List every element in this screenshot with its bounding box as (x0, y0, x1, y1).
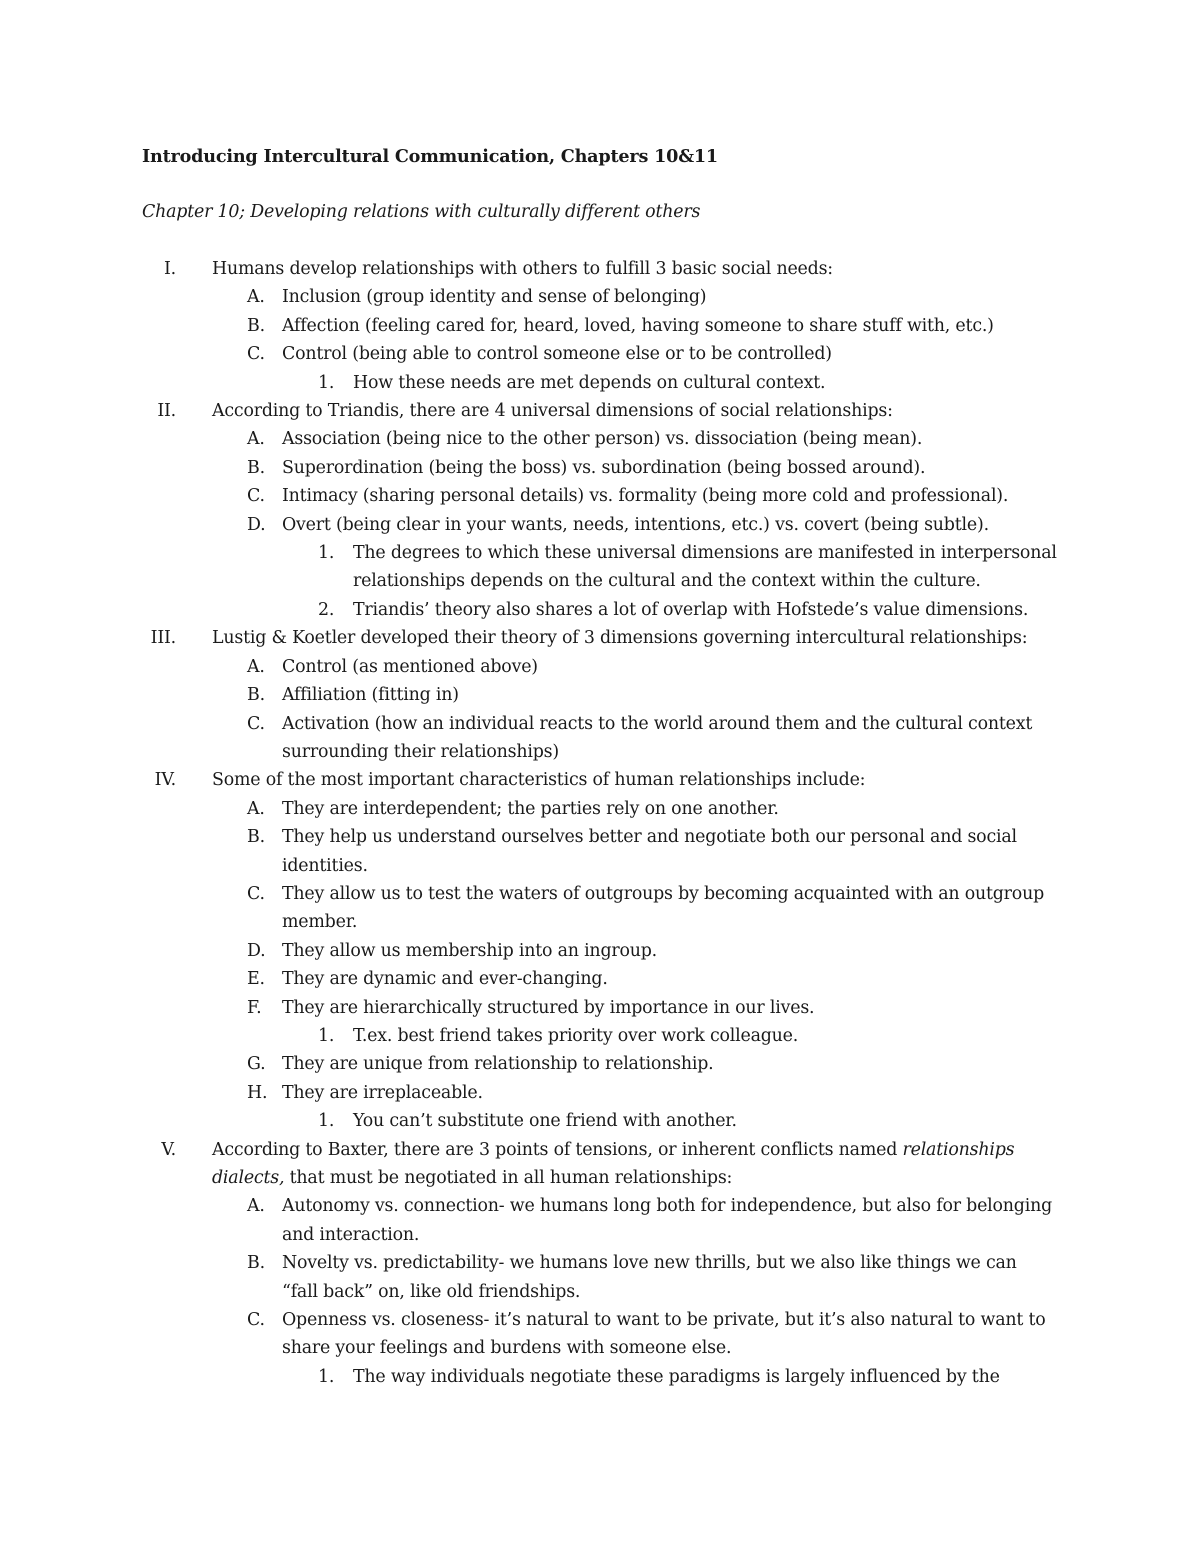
item-text: You can’t substitute one friend with another. (353, 1111, 737, 1132)
outline-item (0, 1022, 1200, 1050)
letter-marker: E. (247, 969, 265, 990)
letter-marker: B. (247, 1253, 265, 1274)
item-text: Superordination (being the boss) vs. subordination (being bossed around). (282, 457, 926, 478)
outline-item (0, 397, 1200, 425)
letter-marker: B. (247, 827, 265, 848)
letter-marker: H. (247, 1082, 268, 1103)
item-text: relationships depends on the cultural and the context within the culture. (353, 571, 981, 592)
item-text: According to Triandis, there are 4 universal dimensions of social relationships: (212, 401, 893, 422)
outline-item (0, 596, 1200, 624)
outline-item (0, 624, 1200, 652)
item-text: Activation (how an individual reacts to the world around them and the cultural context (282, 713, 1033, 734)
outline-item-continuation (0, 1164, 1200, 1192)
letter-marker: A. (247, 1196, 265, 1217)
item-text: They allow us membership into an ingroup. (282, 940, 658, 961)
outline-item (0, 312, 1200, 340)
outline-item (0, 1107, 1200, 1135)
item-text: They are irreplaceable. (282, 1082, 483, 1103)
item-text: They are interdependent; the parties rely on one another. (282, 798, 779, 819)
item-text: Triandis’ theory also shares a lot of overlap with Hofstede’s value dimensions. (353, 599, 1029, 620)
outline-list (0, 255, 1200, 1391)
item-text: surrounding their relationships) (282, 741, 559, 762)
outline-item-continuation (0, 1278, 1200, 1306)
letter-marker: G. (247, 1054, 266, 1075)
item-text: identities. (282, 855, 368, 876)
outline-item (0, 425, 1200, 453)
letter-marker: A. (247, 287, 265, 308)
item-text-emphasis: dialects, (212, 1168, 285, 1188)
outline-item-continuation (0, 852, 1200, 880)
outline-item-continuation (0, 738, 1200, 766)
item-text: and interaction. (282, 1224, 420, 1245)
item-text: Autonomy vs. connection- we humans long both for independence, but also for belonging (282, 1196, 1053, 1217)
item-text: Overt (being clear in your wants, needs, intentions, etc.) vs. covert (being subtle). (282, 514, 989, 535)
item-text: Openness vs. closeness- it’s natural to want to be private, but it’s also natural to want to (282, 1310, 1046, 1331)
item-text: Lustig & Koetler developed their theory of 3 dimensions governing intercultural relationships: (212, 628, 1028, 649)
outline-item (0, 1050, 1200, 1078)
item-text: They are unique from relationship to relationship. (282, 1054, 714, 1075)
item-text: Control (being able to control someone else or to be controlled) (282, 344, 832, 365)
letter-marker: C. (247, 883, 265, 904)
outline-item (0, 340, 1200, 368)
item-text: Inclusion (group identity and sense of belonging) (282, 287, 707, 308)
number-marker: 1. (318, 543, 335, 564)
item-text: They are hierarchically structured by importance in our lives. (282, 997, 815, 1018)
outline-item (0, 795, 1200, 823)
item-text: Affection (feeling cared for, heard, loved, having someone to share stuff with, etc.) (282, 315, 994, 336)
letter-marker: C. (247, 486, 265, 507)
letter-marker: D. (247, 940, 266, 961)
roman-marker: I. (164, 259, 176, 279)
item-text: Novelty vs. predictability- we humans love new thrills, but we also like things we can (282, 1253, 1017, 1274)
item-text-plain: According to Baxter, there are 3 points of tensions, or inherent conflicts named (212, 1139, 903, 1160)
letter-marker: B. (247, 685, 265, 706)
outline-item (0, 880, 1200, 908)
item-text (212, 1164, 732, 1192)
chapter-subtitle: Chapter 10; Developing relations with culturally different others (142, 202, 701, 222)
roman-marker: II. (157, 401, 176, 422)
outline-item (0, 823, 1200, 851)
item-text: “fall back” on, like old friendships. (282, 1281, 581, 1302)
outline-item (0, 937, 1200, 965)
letter-marker: B. (247, 315, 265, 336)
item-text (212, 1136, 1014, 1164)
outline-item (0, 1306, 1200, 1334)
number-marker: 2. (318, 599, 335, 620)
item-text: share your feelings and burdens with someone else. (282, 1338, 732, 1359)
item-text: T.ex. best friend takes priority over work colleague. (353, 1025, 799, 1046)
outline-item (0, 965, 1200, 993)
outline-item (0, 283, 1200, 311)
outline-item (0, 539, 1200, 567)
outline-item (0, 1363, 1200, 1391)
outline-item (0, 454, 1200, 482)
outline-item (0, 511, 1200, 539)
outline-item-continuation (0, 567, 1200, 595)
outline-item (0, 653, 1200, 681)
item-text: Association (being nice to the other person) vs. dissociation (being mean). (282, 429, 923, 450)
item-text: member. (282, 912, 358, 933)
item-text: Some of the most important characteristics of human relationships include: (212, 770, 866, 791)
outline-item (0, 710, 1200, 738)
letter-marker: C. (247, 344, 265, 365)
outline-item (0, 994, 1200, 1022)
item-text: The way individuals negotiate these paradigms is largely influenced by the (353, 1366, 1000, 1387)
item-text: Humans develop relationships with others to fulfill 3 basic social needs: (212, 259, 833, 279)
outline-item (0, 1079, 1200, 1107)
roman-marker: IV. (154, 770, 176, 791)
item-text: The degrees to which these universal dimensions are manifested in interpersonal (353, 543, 1057, 564)
outline-item (0, 369, 1200, 397)
roman-marker: V. (161, 1139, 176, 1160)
item-text: Intimacy (sharing personal details) vs. formality (being more cold and professional). (282, 486, 1009, 507)
outline-item (0, 766, 1200, 794)
outline-item (0, 482, 1200, 510)
item-text: Affiliation (fitting in) (282, 685, 459, 706)
item-text-plain: that must be negotiated in all human relationships: (284, 1168, 733, 1188)
item-text: They are dynamic and ever-changing. (282, 969, 608, 990)
number-marker: 1. (318, 1366, 335, 1387)
document-title: Introducing Intercultural Communication, Chapters 10&11 (142, 146, 718, 167)
letter-marker: D. (247, 514, 266, 535)
roman-marker: III. (150, 628, 176, 649)
letter-marker: C. (247, 1310, 265, 1331)
outline-item-continuation (0, 1221, 1200, 1249)
outline-item (0, 1249, 1200, 1277)
item-text: How these needs are met depends on cultural context. (353, 372, 826, 393)
letter-marker: B. (247, 457, 265, 478)
outline-item (0, 1136, 1200, 1164)
outline-item (0, 1192, 1200, 1220)
item-text: They allow us to test the waters of outgroups by becoming acquainted with an outgroup (282, 883, 1044, 904)
number-marker: 1. (318, 372, 335, 393)
number-marker: 1. (318, 1025, 335, 1046)
outline-item-continuation (0, 1334, 1200, 1362)
number-marker: 1. (318, 1111, 335, 1132)
letter-marker: C. (247, 713, 265, 734)
letter-marker: A. (247, 429, 265, 450)
item-text-emphasis: relationships (902, 1139, 1015, 1160)
outline-item (0, 255, 1200, 283)
item-text: Control (as mentioned above) (282, 656, 538, 677)
letter-marker: A. (247, 798, 265, 819)
item-text: They help us understand ourselves better and negotiate both our personal and social (282, 827, 1017, 848)
letter-marker: A. (247, 656, 265, 677)
letter-marker: F. (247, 997, 262, 1018)
outline-item-continuation (0, 908, 1200, 936)
outline-item (0, 681, 1200, 709)
